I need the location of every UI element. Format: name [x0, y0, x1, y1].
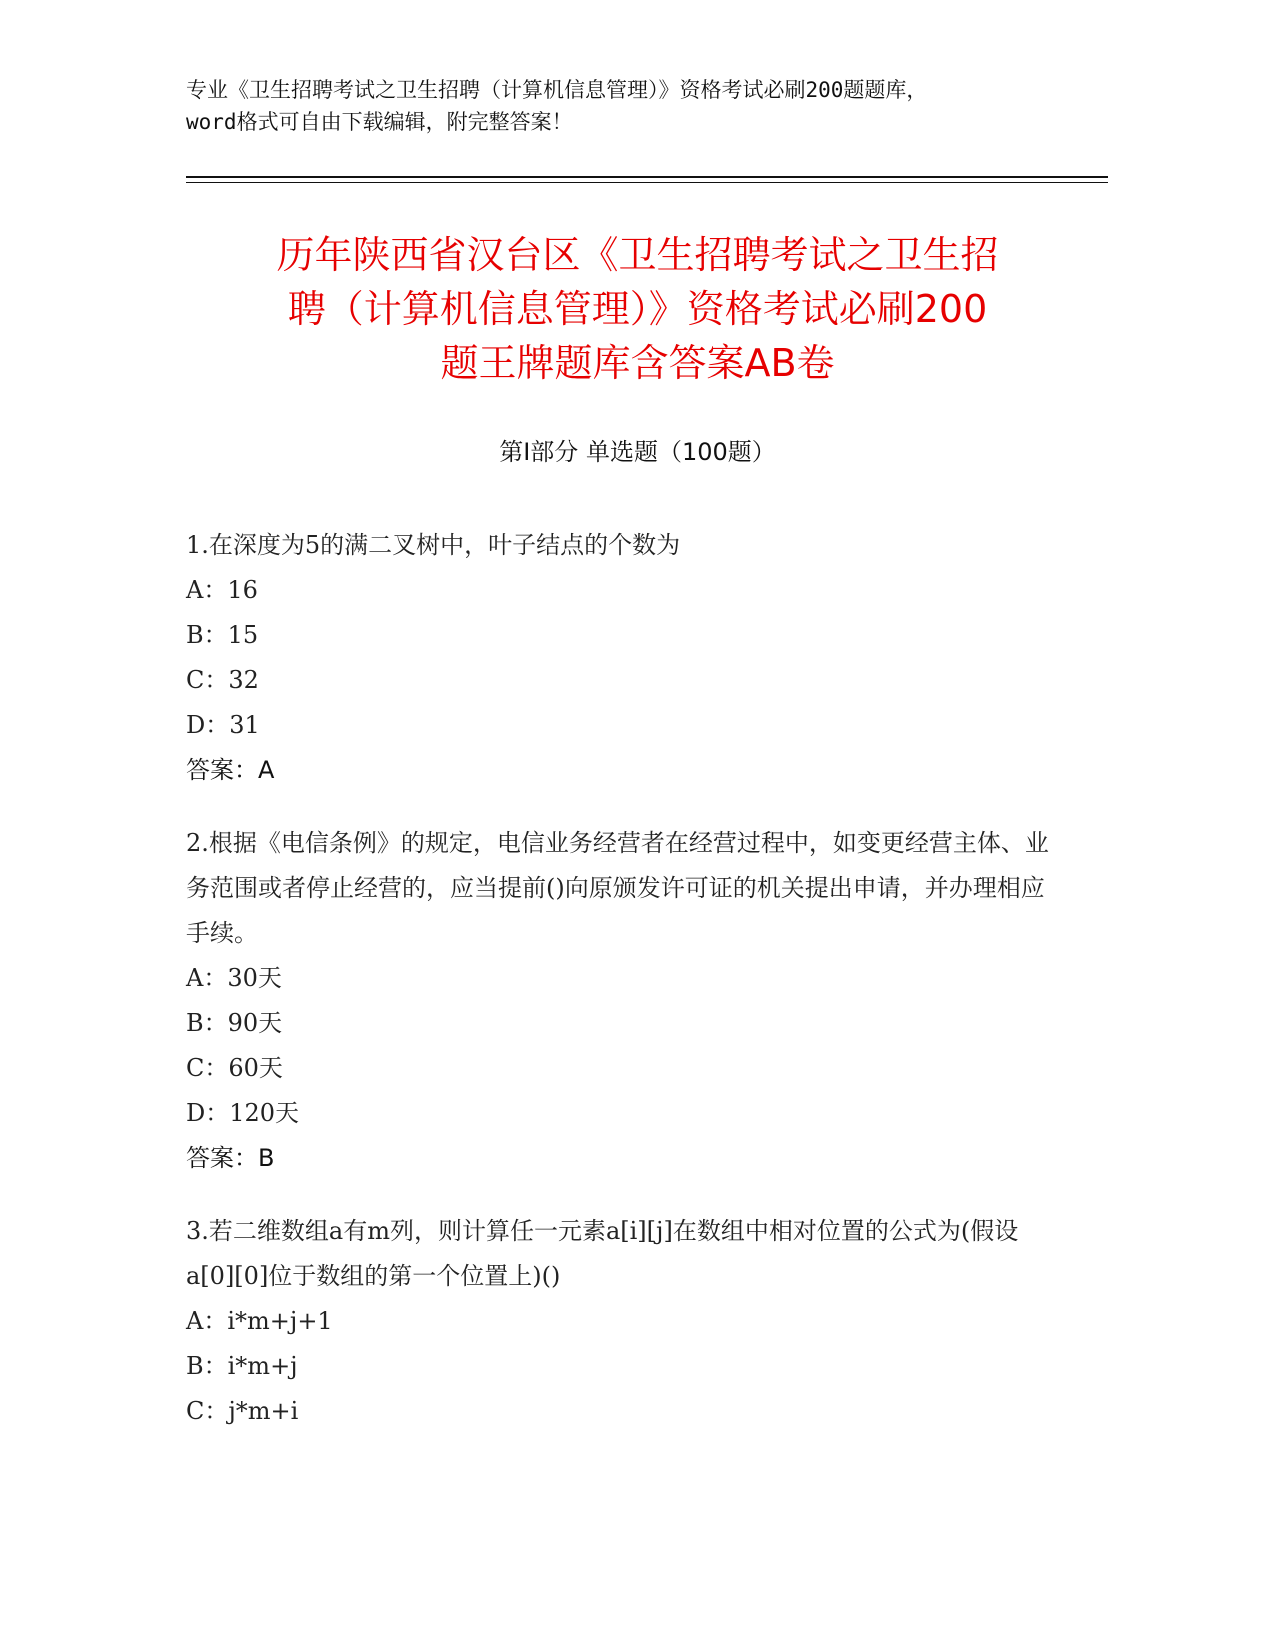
- question-2: [186, 821, 1066, 1181]
- question-stem: 1.在深度为5的满二叉树中，叶子结点的个数为: [186, 531, 681, 559]
- option-d: D：120天: [186, 1099, 300, 1127]
- option-b: B：90天: [186, 1009, 283, 1037]
- document-title: [160, 228, 1115, 390]
- answer: 答案：B: [186, 1144, 275, 1172]
- title-line-1: 历年陕西省汉台区《卫生招聘考试之卫生招: [276, 233, 999, 277]
- question-list: [186, 523, 1066, 1462]
- option-d: D：31: [186, 711, 260, 739]
- title-line-2: 聘（计算机信息管理）》资格考试必刷200: [287, 287, 988, 331]
- header-note: [186, 74, 1106, 138]
- header-rule-thick: [186, 176, 1108, 178]
- question-stem: 3.若二维数组a有m列，则计算任一元素a[i][j]在数组中相对位置的公式为(假设a[0][0]位于数组的第一个位置上)(): [186, 1217, 1019, 1290]
- header-rule-thin: [186, 182, 1108, 183]
- option-a: A：16: [186, 576, 258, 604]
- question-3: [186, 1209, 1066, 1434]
- question-stem: 2.根据《电信条例》的规定，电信业务经营者在经营过程中，如变更经营主体、业务范围或者停止经营的，应当提前()向原颁发许可证的机关提出申请，并办理相应手续。: [186, 829, 1049, 947]
- title-line-3: 题王牌题库含答案AB卷: [440, 341, 835, 385]
- option-b: B：15: [186, 621, 259, 649]
- option-a: A：i*m+j+1: [186, 1307, 333, 1335]
- question-1: [186, 523, 1066, 793]
- option-c: C：60天: [186, 1054, 283, 1082]
- header-note-line-2: word格式可自由下载编辑，附完整答案！: [186, 110, 573, 134]
- answer: 答案：A: [186, 756, 275, 784]
- option-b: B：i*m+j: [186, 1352, 298, 1380]
- option-c: C：32: [186, 666, 259, 694]
- section-heading: 第Ⅰ部分 单选题（100题）: [499, 438, 776, 466]
- header-note-line-1: 专业《卫生招聘考试之卫生招聘（计算机信息管理）》资格考试必刷200题题库，: [186, 78, 928, 102]
- option-c: C：j*m+i: [186, 1397, 299, 1425]
- option-a: A：30天: [186, 964, 282, 992]
